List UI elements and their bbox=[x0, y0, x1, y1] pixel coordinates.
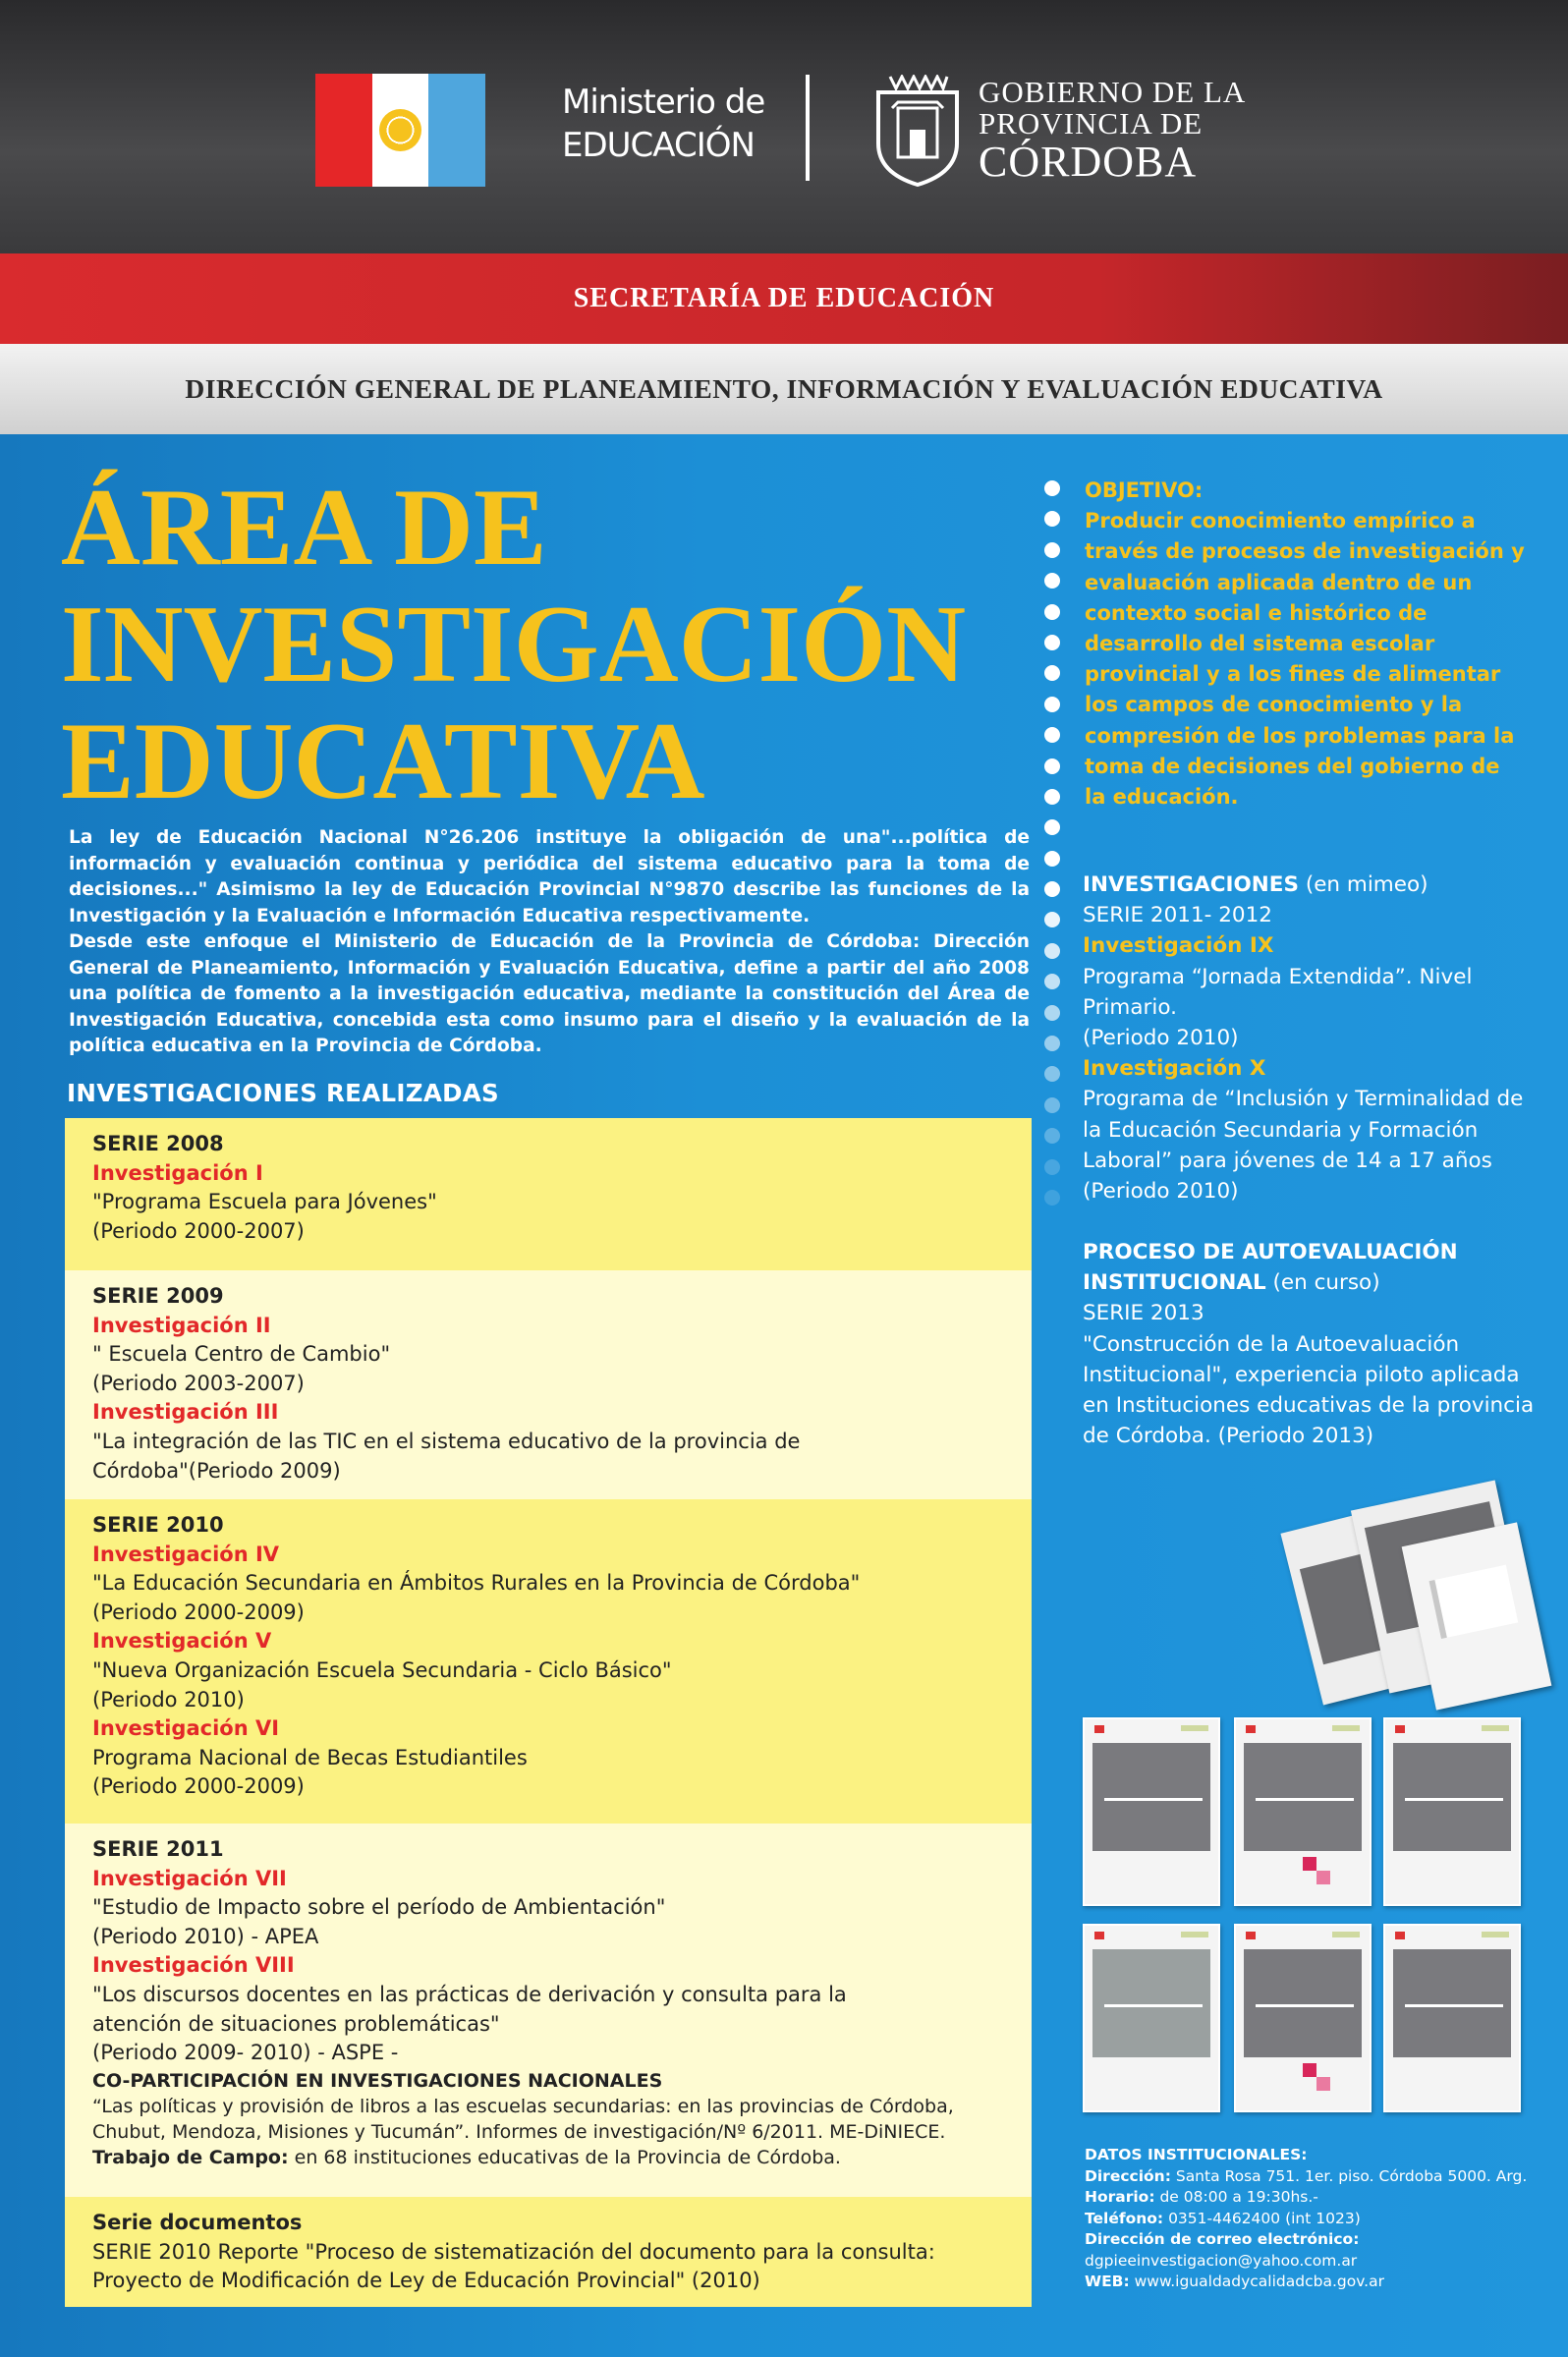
objetivo-heading: OBJETIVO: bbox=[1085, 478, 1204, 502]
intro-text bbox=[69, 825, 1030, 1060]
bullet-dot-icon bbox=[1044, 697, 1060, 712]
page-title: ÁREA DE INVESTIGACIÓN EDUCATIVA bbox=[61, 467, 967, 822]
bullet-dot-icon bbox=[1044, 1036, 1060, 1051]
bullet-dot-icon bbox=[1044, 1128, 1060, 1144]
serie-2010-block: SERIE 2010 Investigación IV "La Educación Secundaria en Ámbitos Rurales en la Provincia de Córdoba" (Periodo 2000-2009) Investigación V "Nueva Organización Escuela Secundaria - Ciclo Básico" (Periodo 2010) Investigación VI Programa Nacional de Becas Estudiantiles (Periodo 2000-2009) bbox=[65, 1499, 1032, 1824]
report-thumbnail bbox=[1383, 1924, 1521, 2112]
bullet-dot-icon bbox=[1044, 511, 1060, 527]
report-thumbnail bbox=[1234, 1924, 1372, 2112]
report-covers-stack bbox=[1300, 1493, 1536, 1714]
objetivo-text: Producir conocimiento empírico a través de procesos de investigación y evaluación aplicada dentro de un contexto social e histórico de desarrollo del sistema escolar provincial y a los fines de alimentar los campos de conocimiento y la compresión de los problemas para la toma de decisiones del gobierno de la educación. bbox=[1085, 509, 1525, 810]
bullet-dot-icon bbox=[1044, 974, 1060, 989]
bullet-dot-icon bbox=[1044, 1159, 1060, 1175]
government-logo-text: GOBIERNO DE LA PROVINCIA DE CÓRDOBA bbox=[979, 75, 1247, 186]
bullet-dot-icon bbox=[1044, 665, 1060, 681]
bullet-dots bbox=[1044, 480, 1060, 1220]
report-thumbnail bbox=[1383, 1717, 1521, 1906]
direccion-title: DIRECCIÓN GENERAL DE PLANEAMIENTO, INFORMACIÓN Y EVALUACIÓN EDUCATIVA bbox=[185, 373, 1383, 404]
autoevaluacion-section: PROCESO DE AUTOEVALUACIÓN INSTITUCIONAL (en curso) SERIE 2013 "Construcción de la Autoevaluación Institucional", experiencia piloto aplicada en Instituciones educativas de la provincia de Córdoba. (Periodo 2013) bbox=[1083, 1240, 1535, 1449]
serie-documentos-block: Serie documentos SERIE 2010 Reporte "Proceso de sistematización del documento para la consulta: Proyecto de Modificación de Ley de Educación Provincial" (2010) bbox=[65, 2197, 1032, 2307]
secretaria-title: SECRETARÍA DE EDUCACIÓN bbox=[573, 283, 995, 313]
bullet-dot-icon bbox=[1044, 881, 1060, 897]
trabajo-campo: Trabajo de Campo: en 68 instituciones educativas de la Provincia de Córdoba. bbox=[92, 2146, 841, 2168]
report-thumbnail bbox=[1234, 1717, 1372, 1906]
serie-2009-block: SERIE 2009 Investigación II " Escuela Centro de Cambio" (Periodo 2003-2007) Investigación III "La integración de las TIC en el sistema educativo de la provincia de Córdoba"(Periodo 2009) bbox=[65, 1270, 1032, 1499]
bullet-dot-icon bbox=[1044, 604, 1060, 620]
investigaciones-mimeo-section: INVESTIGACIONES (en mimeo) SERIE 2011- 2012 Investigación IX Programa “Jornada Extendida”. Nivel Primario. (Periodo 2010) Investigación X Programa de “Inclusión y Terminalidad de la Educación Secundaria y Formación Laboral” para jóvenes de 14 a 17 años (Periodo 2010) bbox=[1083, 872, 1524, 1205]
bullet-dot-icon bbox=[1044, 727, 1060, 743]
objetivo-section bbox=[1085, 476, 1527, 813]
copart-text: “Las políticas y provisión de libros a las escuelas secundarias: en las provincias de Córdoba, Chubut, Mendoza, Misiones y Tucumán”. Informes de investigación/Nº 6/2011. ME-DiNIECE. bbox=[92, 2095, 954, 2143]
bullet-dot-icon bbox=[1044, 1066, 1060, 1082]
secretaria-band bbox=[0, 253, 1568, 344]
web-link[interactable]: www.igualdadycalidadcba.gov.ar bbox=[1129, 2273, 1384, 2290]
serie-2008-block: SERIE 2008 Investigación I "Programa Escuela para Jóvenes" (Periodo 2000-2007) bbox=[65, 1118, 1032, 1270]
datos-institucionales: DATOS INSTITUCIONALES: Dirección: Santa Rosa 751. 1er. piso. Córdoba 5000. Arg. Horario: de 08:00 a 19:30hs.- Teléfono: 0351-4462400 (int 1023) Dirección de correo electrónico: dgpieeinvestigacion@yahoo.com.ar WEB: www.igualdadycalidadcba.gov.ar bbox=[1085, 2146, 1528, 2290]
argentina-flag-icon bbox=[315, 74, 485, 187]
investigaciones-realizadas-heading: INVESTIGACIONES REALIZADAS bbox=[67, 1079, 499, 1107]
bullet-dot-icon bbox=[1044, 758, 1060, 774]
header-bar bbox=[0, 0, 1568, 253]
report-thumbnail bbox=[1083, 1717, 1220, 1906]
direccion-band bbox=[0, 344, 1568, 434]
intro-paragraph-2: Desde este enfoque el Ministerio de Educación de la Provincia de Córdoba: Dirección General de Planeamiento, Información y Evaluación Educativa, define a partir del año 2008 una política de fomento a la investigación educativa, mediante la constitución del Área de Investigación Educativa, concebida esta como insumo para el diseño y la evaluación de la política educativa en la Provincia de Córdoba. bbox=[69, 931, 1030, 1056]
bullet-dot-icon bbox=[1044, 542, 1060, 558]
bullet-dot-icon bbox=[1044, 819, 1060, 835]
intro-paragraph-1: La ley de Educación Nacional N°26.206 instituye la obligación de una"...política de información y evaluación continua y periódica del sistema educativo para la toma de decisiones..." Asimismo la ley de Educación Provincial N°9870 describe las funciones de la Investigación y la Evaluación e Información Educativa respectivamente. bbox=[69, 827, 1030, 926]
bullet-dot-icon bbox=[1044, 1190, 1060, 1206]
serie-2011-block: SERIE 2011 Investigación VII "Estudio de Impacto sobre el período de Ambientación" (Periodo 2010) - APEA Investigación VIII "Los discursos docentes en las prácticas de derivación y consulta para la atención de situaciones problemáticas" (Periodo 2009- 2010) - ASPE - CO-PARTICIPACIÓN EN INVESTIGACIONES NACIONALES “Las políticas y provisión de libros a las escuelas secundarias: en las provincias de Córdoba, Chubut, Mendoza, Misiones y Tucumán”. Informes de investigación/Nº 6/2011. ME-DiNIECE. Trabajo de Campo: en 68 instituciones educativas de la Provincia de Córdoba. bbox=[65, 1824, 1032, 2197]
bullet-dot-icon bbox=[1044, 480, 1060, 496]
copart-heading: CO-PARTICIPACIÓN EN INVESTIGACIONES NACIONALES bbox=[92, 2069, 663, 2092]
bullet-dot-icon bbox=[1044, 851, 1060, 867]
bullet-dot-icon bbox=[1044, 789, 1060, 805]
bullet-dot-icon bbox=[1044, 635, 1060, 650]
report-thumbnail bbox=[1083, 1924, 1220, 2112]
ministry-logo: Ministerio de EDUCACIÓN bbox=[562, 83, 765, 165]
bullet-dot-icon bbox=[1044, 573, 1060, 589]
sun-icon bbox=[379, 109, 421, 151]
email-link[interactable]: dgpieeinvestigacion@yahoo.com.ar bbox=[1085, 2251, 1358, 2270]
bullet-dot-icon bbox=[1044, 912, 1060, 927]
header-divider bbox=[806, 75, 810, 181]
bullet-dot-icon bbox=[1044, 943, 1060, 959]
bullet-dot-icon bbox=[1044, 1097, 1060, 1113]
cordoba-shield-icon bbox=[872, 75, 963, 187]
bullet-dot-icon bbox=[1044, 1005, 1060, 1021]
